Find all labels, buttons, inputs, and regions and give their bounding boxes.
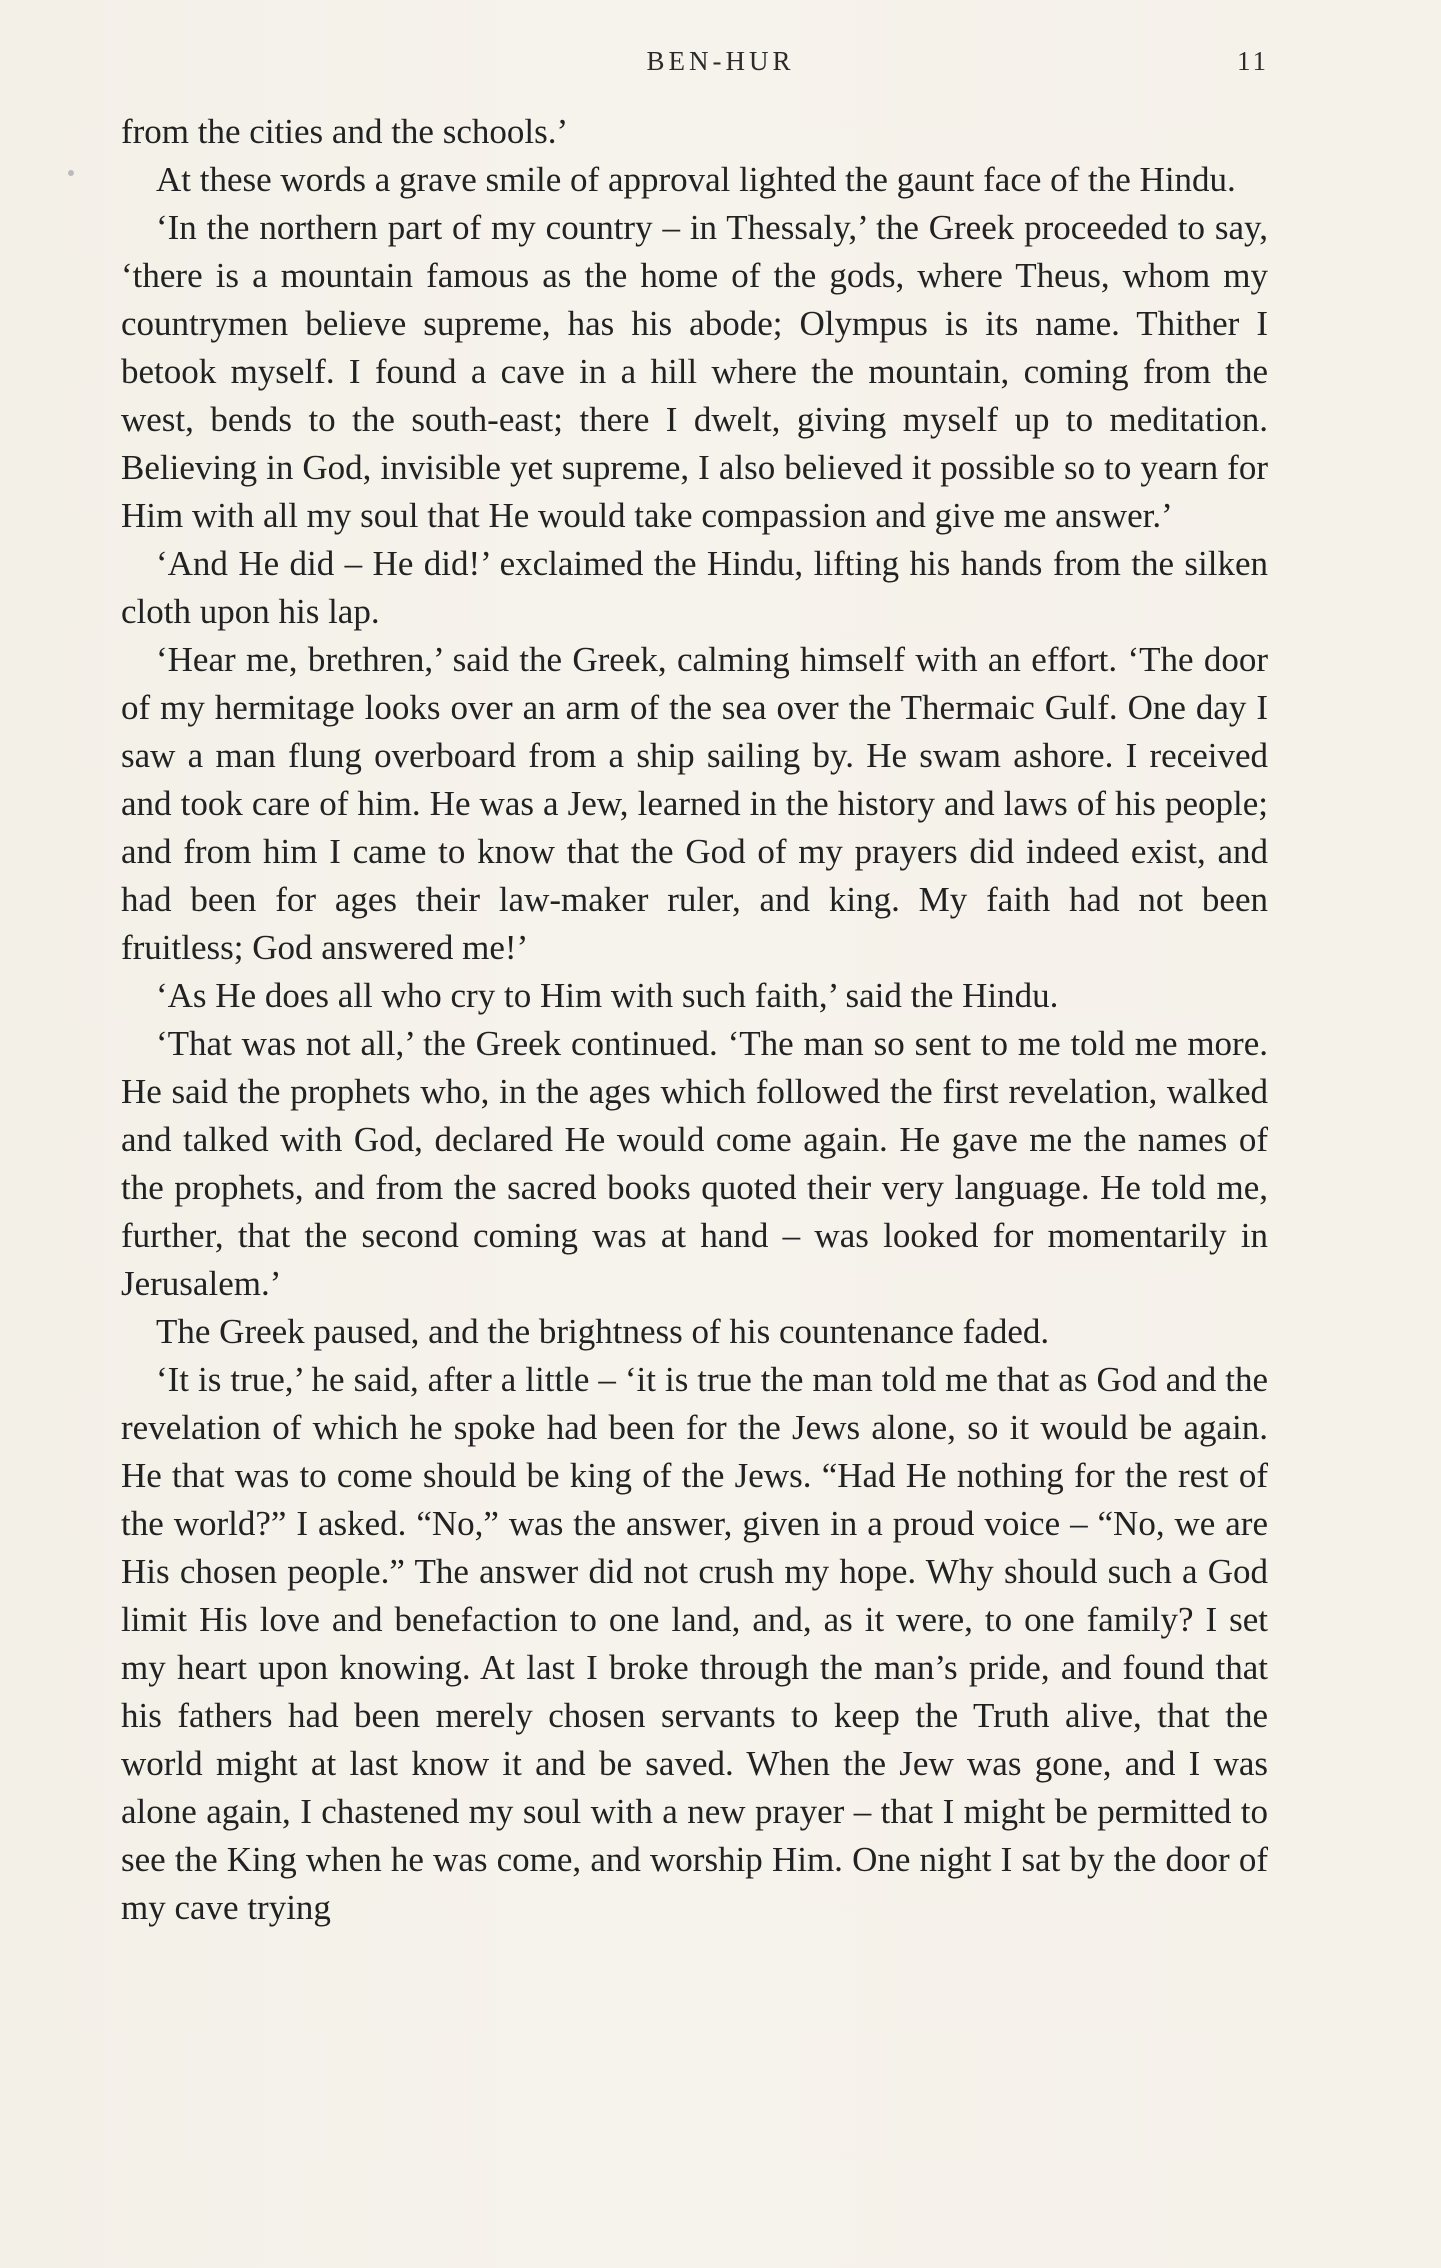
page-number: 11 xyxy=(1237,46,1269,76)
paragraph: ‘That was not all,’ the Greek continued. ‘The man so sent to me told me more. He said the prophets who, in the ages which followed the first revelation, walked and talked with God, declared He would come again. He gave me the names of the prophets, and from the sacred books quoted their very language. He told me, further, that the second coming was at hand – was looked for momentarily in Jerusalem.’ xyxy=(121,1024,1268,1303)
running-head xyxy=(0,34,1441,84)
paragraph: ‘And He did – He did!’ exclaimed the Hindu, lifting his hands from the silken cloth upon his lap. xyxy=(121,544,1268,631)
paragraph: At these words a grave smile of approval lighted the gaunt face of the Hindu. xyxy=(156,160,1236,199)
running-title: BEN-HUR xyxy=(646,46,795,76)
paper-speck xyxy=(68,170,74,176)
paragraph: ‘It is true,’ he said, after a little – ‘it is true the man told me that as God and the revelation of which he spoke had been for the Jews alone, so it would be again. He that was to come should be king of the Jews. “Had He nothing for the rest of the world?” I asked. “No,” was the answer, given in a proud voice – “No, we are His chosen people.” The answer did not crush my hope. Why should such a God limit His love and benefaction to one land, and, as it were, to one family? I set my heart upon knowing. At last I broke through the man’s pride, and found that his fathers had been merely chosen servants to keep the Truth alive, that the world might at last know it and be saved. When the Jew was gone, and I was alone again, I chastened my soul with a new prayer – that I might be permitted to see the King when he was come, and worship Him. One night I sat by the door of my cave trying xyxy=(121,1360,1268,1927)
paragraph: ‘Hear me, brethren,’ said the Greek, calming himself with an effort. ‘The door of my hermitage looks over an arm of the sea over the Thermaic Gulf. One day I saw a man flung overboard from a ship sailing by. He swam ashore. I received and took care of him. He was a Jew, learned in the history and laws of his people; and from him I came to know that the God of my prayers did indeed exist, and had been for ages their law-maker ruler, and king. My faith had not been fruitless; God answered me!’ xyxy=(121,640,1268,967)
paragraph: from the cities and the schools.’ xyxy=(121,112,569,151)
paragraph: The Greek paused, and the brightness of his countenance faded. xyxy=(156,1312,1050,1351)
paragraph: ‘In the northern part of my country – in Thessaly,’ the Greek proceeded to say, ‘there is a mountain famous as the home of the gods, where Theus, whom my countrymen believe supreme, has his abode; Olympus is its name. Thither I betook myself. I found a cave in a hill where the mountain, coming from the west, bends to the south-east; there I dwelt, giving myself up to meditation. Believing in God, invisible yet supreme, I also believed it possible so to yearn for Him with all my soul that He would take compassion and give me answer.’ xyxy=(121,208,1268,535)
paragraph: ‘As He does all who cry to Him with such faith,’ said the Hindu. xyxy=(156,976,1059,1015)
body-text xyxy=(121,108,1268,1932)
